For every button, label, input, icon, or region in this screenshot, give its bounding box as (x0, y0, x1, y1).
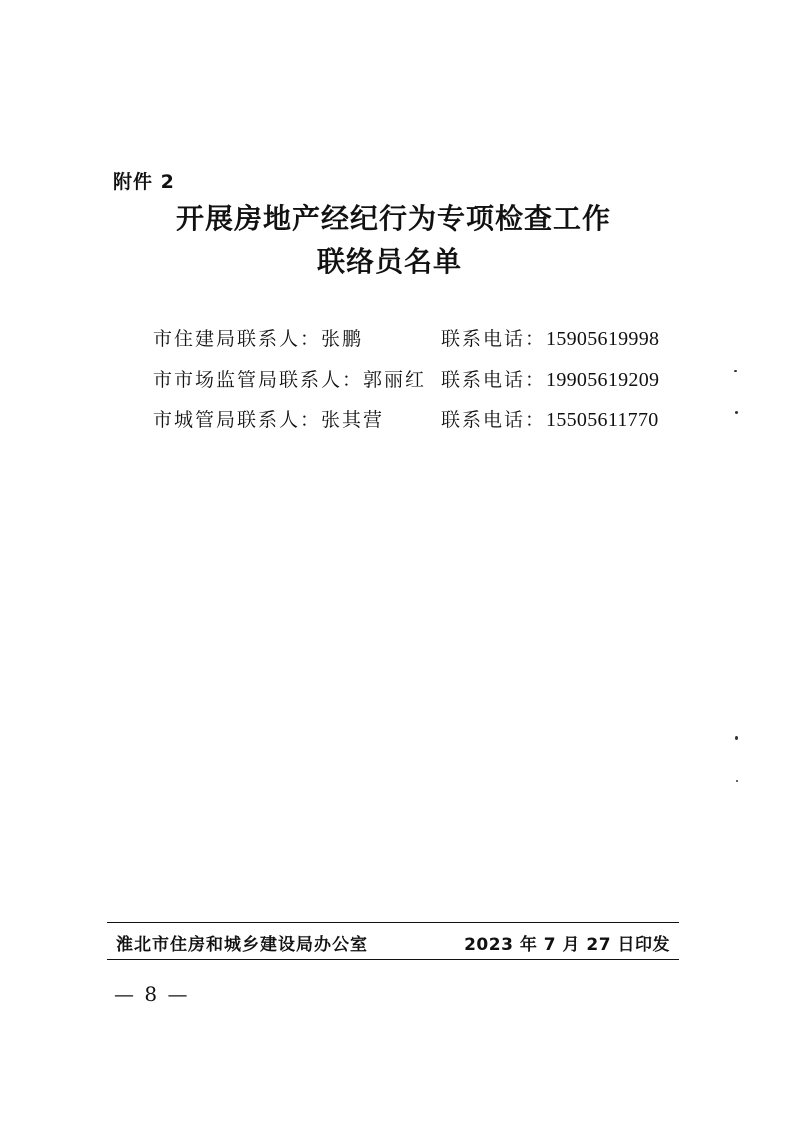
footer-divider-top (107, 922, 679, 923)
contact-person: 市住建局联系人：张鹏 (153, 328, 364, 350)
document-title-line-1: 开展房地产经纪行为专项检查工作 (175, 202, 611, 235)
footer-issuing-office: 淮北市住房和城乡建设局办公室 (116, 935, 368, 955)
scan-speck (734, 370, 737, 372)
scan-speck (736, 780, 738, 782)
phone-label: 联系电话： (441, 369, 547, 391)
document-title-line-2: 联络员名单 (316, 245, 462, 278)
page-number: — 8 — (114, 982, 190, 1006)
footer-issue-date: 2023 年 7 月 27 日印发 (464, 935, 670, 955)
footer-divider-bottom (107, 959, 679, 960)
phone-number: 19905619209 (546, 369, 660, 391)
contact-row (153, 365, 673, 395)
phone-number: 15905619998 (546, 328, 660, 350)
scan-speck (735, 411, 738, 414)
contact-row (153, 324, 673, 354)
contact-person: 市市场监管局联系人：郭丽红 (153, 369, 427, 391)
phone-label: 联系电话： (441, 409, 547, 431)
contact-row (153, 405, 673, 435)
contact-phone (441, 365, 659, 392)
phone-number: 15505611770 (546, 409, 659, 431)
scan-speck (735, 736, 738, 740)
contact-person: 市城管局联系人：张其营 (153, 409, 385, 431)
contact-phone (441, 405, 659, 432)
contact-phone (441, 324, 659, 351)
phone-label: 联系电话： (441, 328, 547, 350)
attachment-label: 附件 2 (113, 171, 175, 193)
